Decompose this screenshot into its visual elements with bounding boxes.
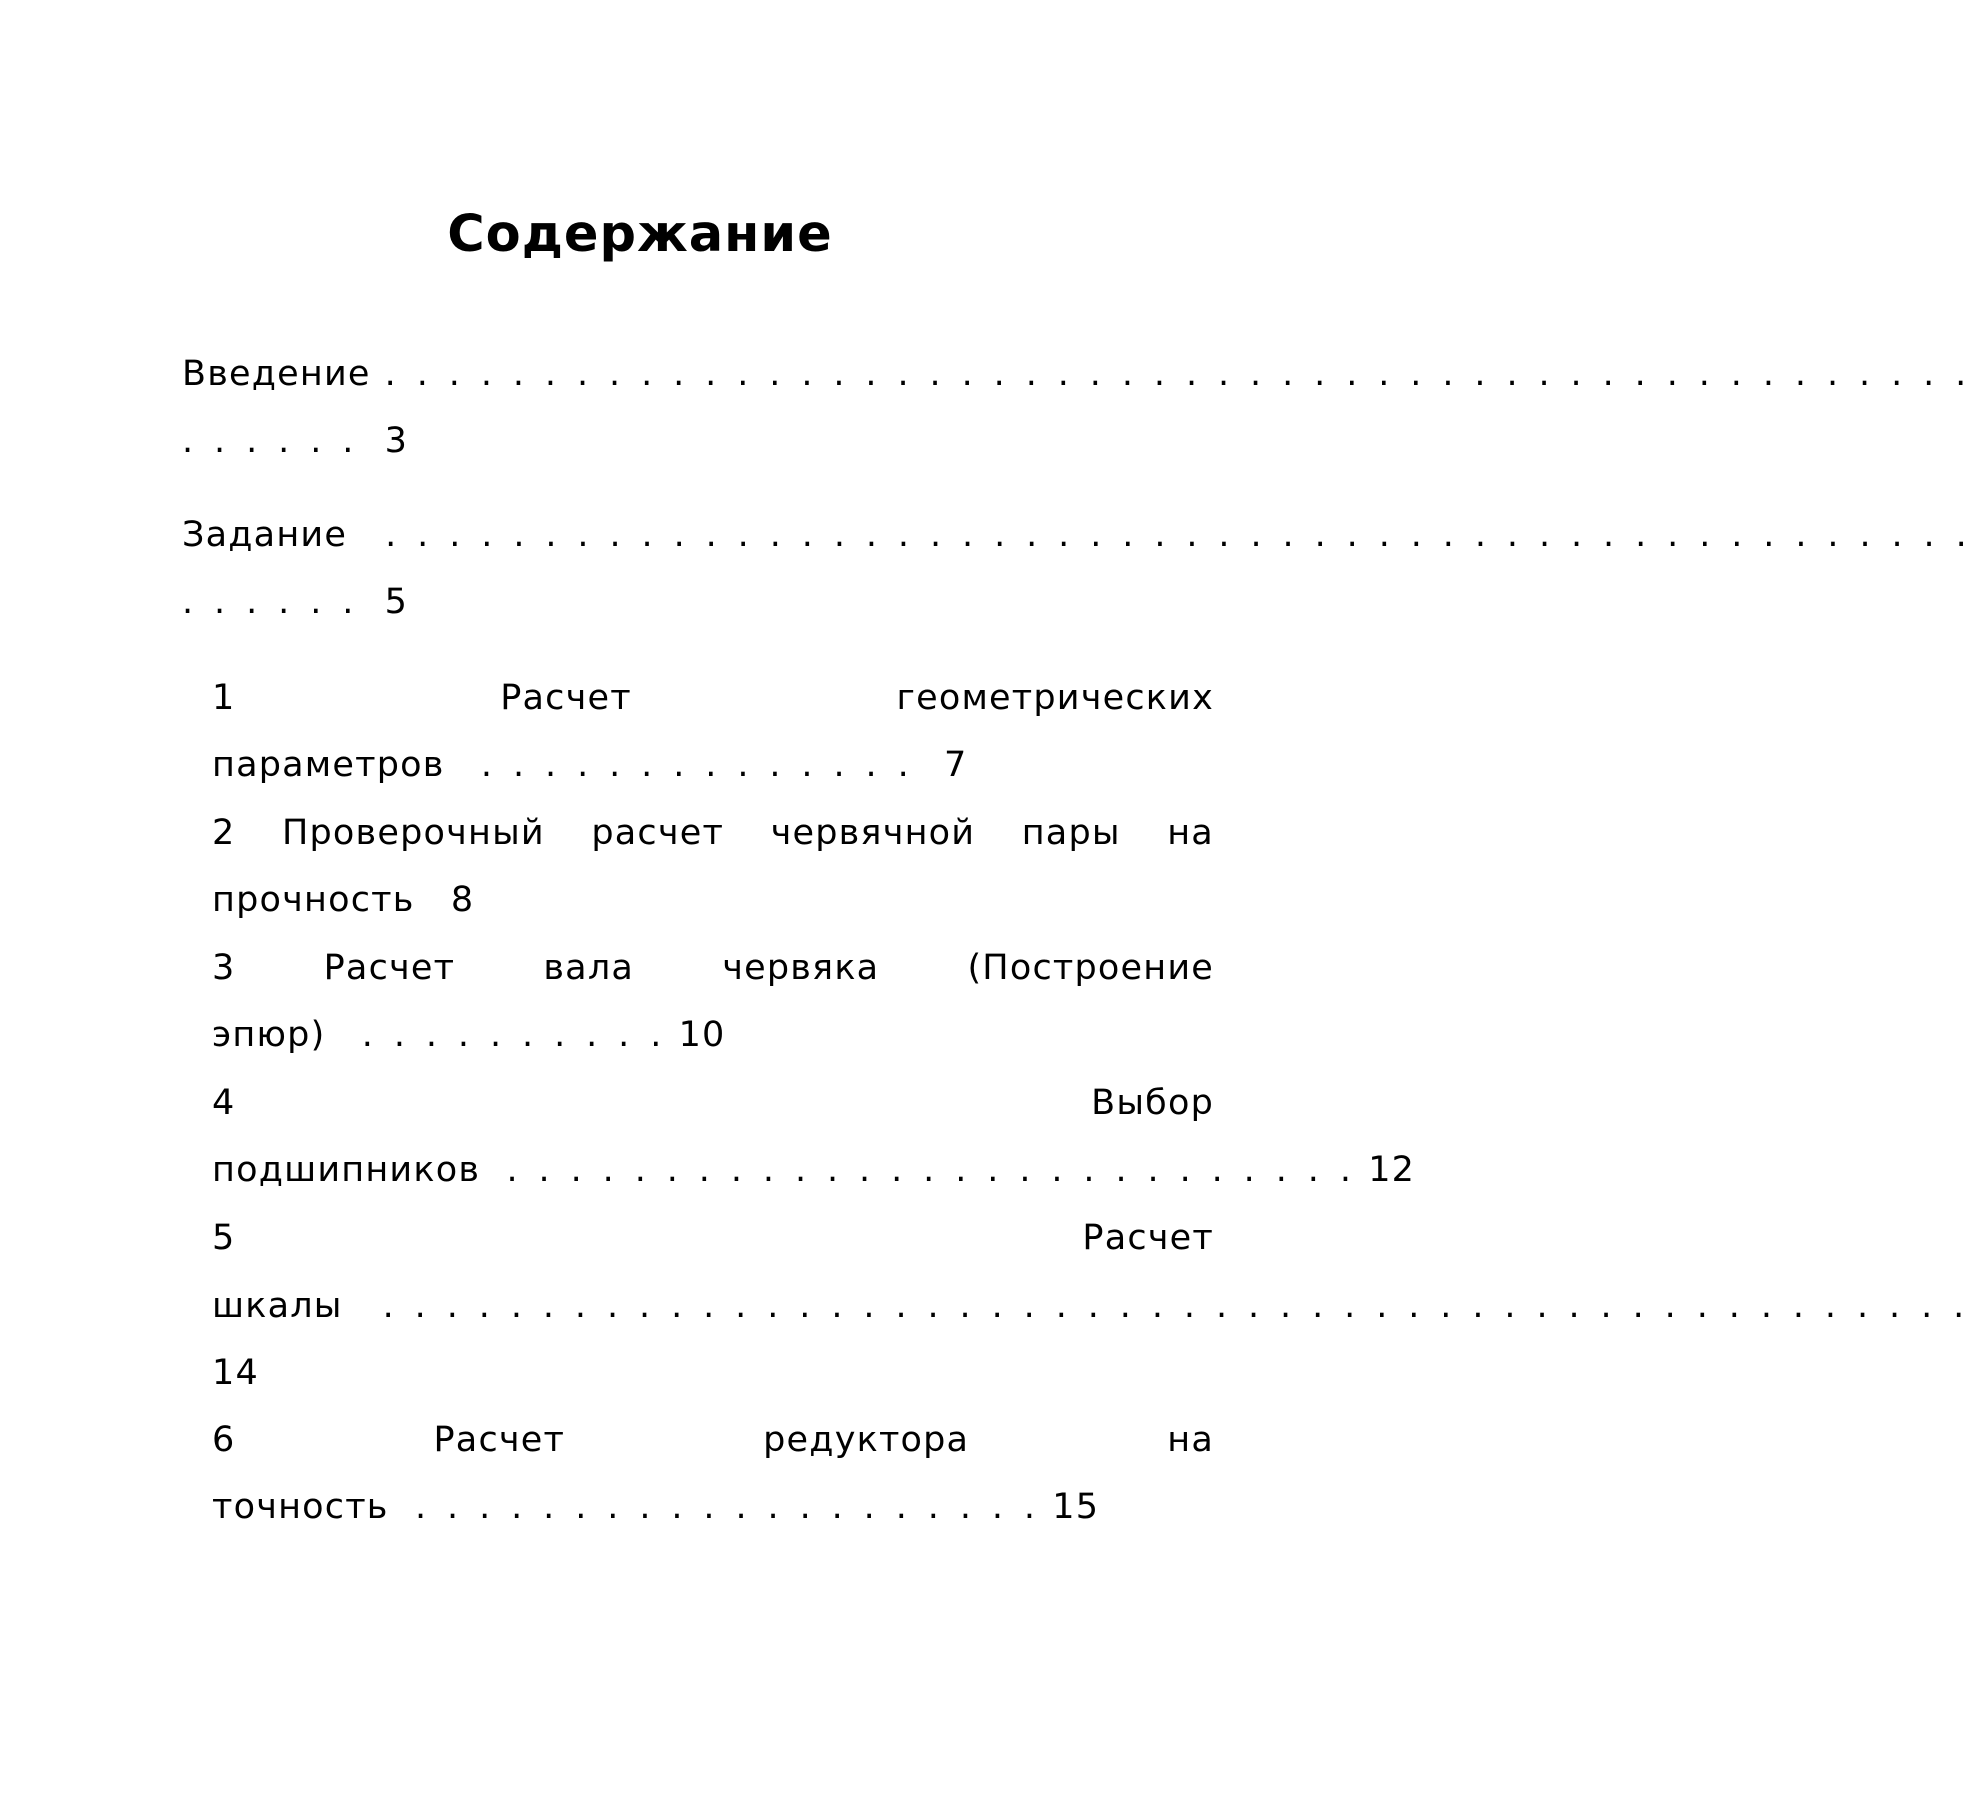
toc-word: прочность [212,880,415,920]
toc-entry-section-5-page [212,1353,259,1393]
toc-leader-dots: . . . . . . . . . . . . . . . . . . . . . . . . . . . [506,1150,1356,1190]
toc-page-number: 15 [1052,1487,1100,1527]
toc-section-number: 2 [212,813,236,853]
toc-word: геометрических [896,678,1214,718]
toc-leader-dots: . . . . . . . . . . . . . . . . . . . . . . . . . . . . . . . . . . . . . . . . . . . . . . . . . . [384,354,1972,394]
toc-leader-dots: . . . . . . . . . . . . . . . . . . . . . . . . . . . . . . . . . . . . . . . . . . . . . . . . . . [382,1286,1970,1326]
toc-entry-section-1 [212,678,1214,718]
toc-leader-dots: . . . . . . . . . . . . . . . . . . . . [414,1487,1040,1527]
toc-word: редуктора [763,1420,970,1460]
toc-entry-section-2-cont [212,880,475,920]
toc-word: Проверочный [281,813,545,853]
toc-word: пары [1021,813,1121,853]
toc-word: вала [543,948,635,988]
toc-entry-task [182,515,1972,555]
toc-word: шкалы [212,1286,343,1326]
toc-label: Введение [182,354,371,394]
toc-word: Расчет [500,678,632,718]
toc-leader-dots: . . . . . . [182,582,359,622]
toc-word: (Построение [967,948,1214,988]
toc-word: на [1167,813,1214,853]
toc-word: подшипников [212,1150,481,1190]
toc-section-number: 4 [212,1083,236,1123]
toc-leader-dots: . . . . . . . . . . [361,1015,667,1055]
toc-entry-section-3-cont [212,1015,726,1055]
toc-page-number: 3 [384,421,409,461]
toc-page-number: 7 [943,745,968,785]
toc-entry-intro-cont [182,421,409,461]
toc-word: эпюр) [212,1015,326,1055]
toc-entry-section-3 [212,948,1214,988]
toc-entry-section-5 [212,1218,1214,1258]
toc-word: на [1167,1420,1214,1460]
page-title: Содержание [447,205,833,264]
toc-leader-dots: . . . . . . . . . . . . . . [480,745,914,785]
toc-page-number: 10 [678,1015,726,1055]
toc-section-number: 6 [212,1420,236,1460]
toc-section-number: 5 [212,1218,236,1258]
toc-label: Задание [182,515,348,555]
toc-word: точность [212,1487,389,1527]
toc-word: червяка [722,948,880,988]
toc-entry-intro [182,354,1972,394]
toc-leader-dots: . . . . . . . . . . . . . . . . . . . . . . . . . . . . . . . . . . . . . . . . . . . . . . . . . . [385,515,1972,555]
toc-section-number: 1 [212,678,236,718]
toc-page-number: 12 [1368,1150,1416,1190]
toc-word: Расчет [433,1420,566,1460]
toc-entry-section-6 [212,1420,1214,1460]
toc-entry-section-1-cont [212,745,968,785]
toc-leader-dots: . . . . . . [182,421,359,461]
toc-entry-task-cont [182,582,409,622]
toc-entry-section-4-cont [212,1150,1416,1190]
toc-page-number: 5 [384,582,409,622]
toc-entry-section-5-cont [212,1286,1970,1326]
toc-entry-section-6-cont [212,1487,1100,1527]
toc-word: Выбор [1091,1083,1214,1123]
toc-section-number: 3 [212,948,236,988]
toc-word: параметров [212,745,445,785]
toc-entry-section-4 [212,1083,1214,1123]
toc-word: Расчет [1082,1218,1214,1258]
toc-word: Расчет [323,948,456,988]
toc-page-number: 14 [212,1353,259,1393]
toc-page-number: 8 [450,880,475,920]
toc-word: расчет [591,813,725,853]
toc-word: червячной [770,813,976,853]
toc-entry-section-2 [212,813,1214,853]
